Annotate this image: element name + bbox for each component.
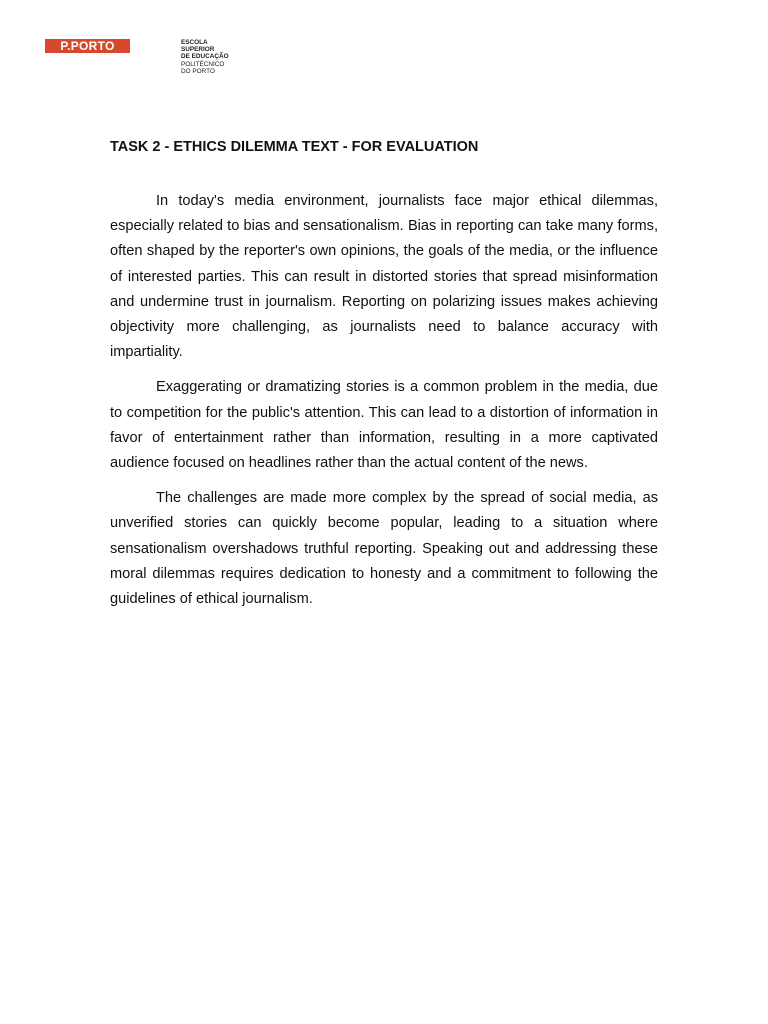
school-line-5: DO PORTO [181,67,215,75]
school-line-4: POLITÉCNICO [181,60,225,68]
document-title: TASK 2 - ETHICS DILEMMA TEXT - FOR EVALUATION [110,139,479,155]
document-body [110,189,658,622]
school-line-3: DE EDUCAÇÃO [181,53,229,61]
body-paragraph-1: In today's media environment, journalists face major ethical dilemmas, especially related to bias and sensationalism. Bias in reporting can take many forms, often shaped by the reporter's own opinions, the goals of the media, or the influence of interested parties. This can result in distorted stories that spread misinformation and undermine trust in journalism. Reporting on polarizing issues makes achieving objectivity more challenging, as journalists need to balance accuracy with impartiality. [110,193,658,361]
school-name-block [181,39,261,75]
body-paragraph-3: The challenges are made more complex by the spread of social media, as unverified stories can quickly become popular, leading to a situation where sensationalism overshadows truthful reporting. Speaking out and addressing these moral dilemmas requires dedication to honesty and a commitment to following the guidelines of ethical journalism. [110,490,658,608]
pporto-logo-text: P.PORTO [60,39,115,53]
pporto-logo [45,39,130,53]
school-line-2: SUPERIOR [181,46,215,54]
school-line-1: ESCOLA [181,39,208,46]
body-paragraph-2: Exaggerating or dramatizing stories is a common problem in the media, due to competition for the public's attention. This can lead to a distortion of information in favor of entertainment rather than information, resulting in a more captivated audience focused on headlines rather than the actual content of the news. [110,379,658,472]
